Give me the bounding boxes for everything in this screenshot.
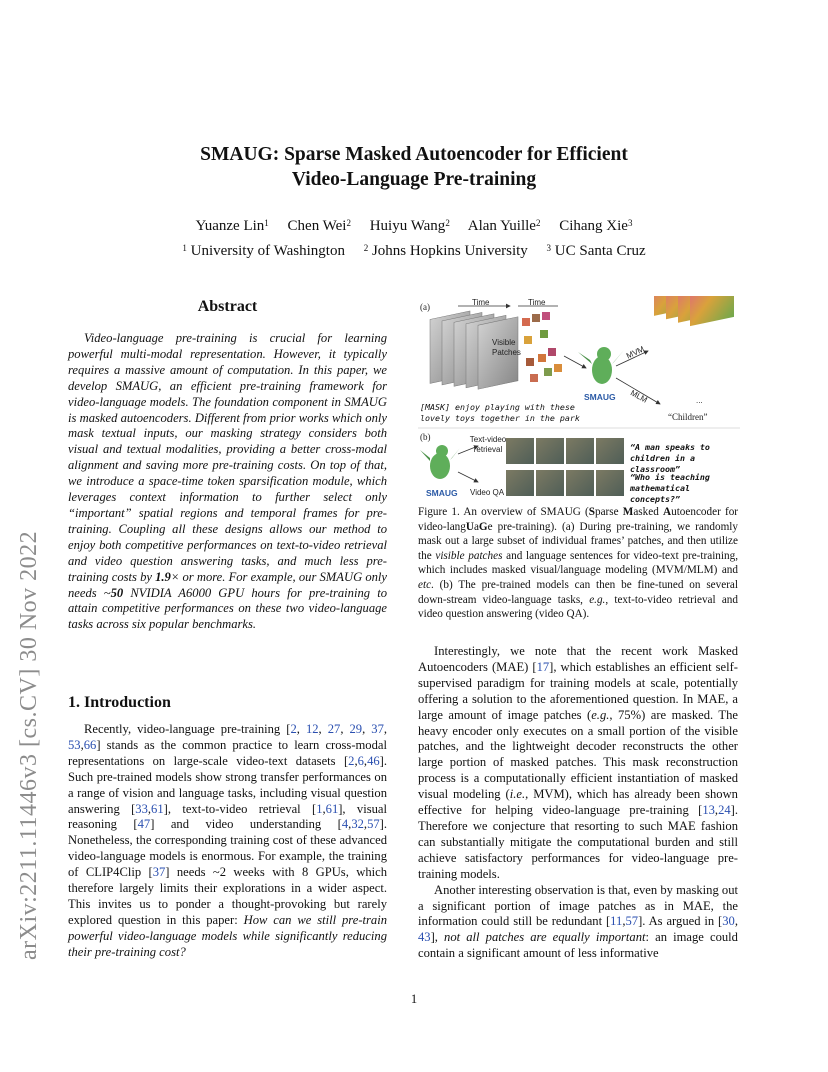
citation-link[interactable]: 57 bbox=[367, 817, 380, 832]
citation-link[interactable]: 29 bbox=[349, 722, 363, 736]
citation-link[interactable]: 57 bbox=[625, 914, 639, 929]
mvm-label: MVM bbox=[624, 344, 646, 361]
author: Cihang Xie$^3$ bbox=[559, 218, 633, 234]
qa-question: “Who is teaching mathematical concepts?” bbox=[630, 472, 710, 504]
citation-link[interactable]: 37 bbox=[371, 722, 384, 736]
citation-link[interactable]: 37 bbox=[152, 865, 166, 880]
qa-video-frames bbox=[506, 470, 624, 496]
masked-sentence: [MASK] enjoy playing with these lovely toys together in the park bbox=[420, 402, 580, 423]
author: Huiyu Wang$^2$ bbox=[369, 218, 450, 234]
citation-link[interactable]: 32 bbox=[351, 817, 364, 832]
citation-link[interactable]: 1 bbox=[316, 801, 323, 816]
body-paragraph: Another interesting observation is that, even by masking out a significant portion of image patches as in MAE, the information could still be redundant [11,57]. As argued in [30, 43], not all patches are equally important: an image could contain a significant amount of less informative bbox=[418, 882, 738, 961]
citation-link[interactable]: 43 bbox=[418, 930, 431, 945]
panel-a-label: (a) bbox=[420, 302, 430, 312]
arxiv-identifier: arXiv:2211.11446v3 [cs.CV] 30 Nov 2022 bbox=[16, 530, 42, 960]
affiliation: $^3$ UC Santa Cruz bbox=[546, 243, 646, 259]
intro-heading: 1. Introduction bbox=[68, 694, 171, 711]
affiliation-list bbox=[0, 243, 828, 260]
citation-link[interactable]: 61 bbox=[151, 801, 164, 816]
time-label: Time bbox=[472, 298, 490, 307]
visible-patches bbox=[522, 312, 562, 382]
citation-link[interactable]: 13 bbox=[702, 803, 715, 818]
text-video-retrieval-label: Text-video retrieval bbox=[469, 435, 507, 454]
citation-link[interactable]: 2 bbox=[290, 722, 297, 736]
citation-link[interactable]: 27 bbox=[327, 722, 341, 736]
figure-caption: Figure 1. An overview of SMAUG (Sparse Masked Autoencoder for video-langUaGe pre-training). (a) During pre-training, we randomly mask out a large subset of individual frames’ patches, and then utilize the visible patches and language sentences for video-text pre-training, which includes masked visual/language modeling (MVM/MLM) and etc. (b) The pre-trained models can then be fine-tuned on several down-stream video-language tasks, e.g., text-to-video retrieval and video question answering (video QA). bbox=[418, 506, 739, 621]
citation-link[interactable]: 4 bbox=[341, 817, 349, 832]
citation-link[interactable]: 30 bbox=[722, 914, 735, 929]
panel-b-label: (b) bbox=[420, 432, 431, 442]
citation-link[interactable]: 33 bbox=[135, 801, 148, 816]
intro-paragraph: Recently, video-language pre-training [2, 12, 27, 29, 37, 53,66] stands as the common practice to learn cross-modal representations on large-scale video-text datasets [2,6,46]. Such pre-trained models show strong transfer performances on a range of vision and language tasks, including visual question answering [33,61], text-to-video retrieval [1,61], visual reasoning [47] and video understanding [4,32,57]. Nonetheless, the corresponding training cost of these advanced video-language models is enormous. For example, the training of CLIP4Clip [37] needs ~2 weeks with 8 GPUs, which therefore largely limits their explorations in a wider aspect. This invites us to ponder a thought-provoking but rarely explored question in this paper: How can we still pre-train powerful video-language models while significantly reducing their pre-training cost? bbox=[68, 722, 388, 959]
video-qa-label: Video QA bbox=[470, 488, 505, 497]
affiliation: $^2$ Johns Hopkins University bbox=[363, 243, 528, 259]
mlm-label: MLM bbox=[628, 388, 649, 405]
abstract-heading: Abstract bbox=[197, 298, 258, 315]
right-column-body bbox=[418, 644, 738, 962]
citation-link[interactable]: 12 bbox=[305, 722, 319, 736]
citation-link[interactable]: 47 bbox=[137, 817, 151, 832]
author: Chen Wei$^2$ bbox=[287, 218, 351, 234]
author: Yuanze Lin$^1$ bbox=[195, 218, 269, 234]
smaug-dragon-icon bbox=[420, 445, 460, 479]
retrieval-query: “A man speaks to children in a classroom” bbox=[630, 442, 710, 474]
abstract-body: Video-language pre-training is crucial for learning powerful multi-modal representation. However, it typically requires a massive amount of computation. In this paper, we develop SMAUG, an efficient pre-training framework for video-language models. The foundation component in SMAUG is masked autoencoders. Different from prior works which only mask textual inputs, our masking strategy considers both visual and textual modalities, providing a better cross-modal alignment and saving more pre-training costs. On top of that, we introduce a space-time token sparsification module, which leverages context information to further select only “important” spatial regions and temporal frames for pre-training. Coupling all these designs allows our method to enjoy both competitive performances on text-to-video retrieval and video question answering tasks, and much less pre-training costs by 1.9× or more. For example, our SMAUG only needs ~50 NVIDIA A6000 GPU hours for pre-training to attain competitive performances on these two video-language tasks across six popular benchmarks. bbox=[68, 331, 388, 632]
citation-link[interactable]: 2 bbox=[348, 753, 355, 768]
figure-1 bbox=[418, 296, 740, 504]
smaug-label: SMAUG bbox=[584, 392, 616, 402]
citation-link[interactable]: 53 bbox=[68, 737, 81, 752]
time-label: Time bbox=[528, 298, 546, 307]
citation-link[interactable]: 66 bbox=[83, 737, 97, 752]
ellipsis-label: ... bbox=[696, 396, 703, 405]
children-label: “Children” bbox=[668, 412, 708, 422]
smaug-label: SMAUG bbox=[426, 488, 458, 498]
affiliation: $^1$ University of Washington bbox=[182, 243, 345, 259]
citation-link[interactable]: 17 bbox=[536, 659, 550, 674]
retrieval-video-frames bbox=[506, 438, 624, 464]
author: Alan Yuille$^2$ bbox=[467, 218, 541, 234]
title-line-2: Video-Language Pre-training bbox=[291, 169, 537, 190]
citation-link[interactable]: 6 bbox=[357, 753, 364, 768]
citation-link[interactable]: 46 bbox=[367, 753, 380, 768]
visible-patches-label: Visible Patches bbox=[492, 338, 521, 357]
title-line-1: SMAUG: Sparse Masked Autoencoder for Efficient bbox=[200, 144, 628, 165]
reconstructed-frames bbox=[654, 296, 734, 326]
citation-link[interactable]: 24 bbox=[718, 803, 731, 818]
intro-body bbox=[68, 722, 387, 961]
citation-link[interactable]: 11 bbox=[610, 914, 623, 929]
citation-link[interactable]: 61 bbox=[325, 801, 339, 816]
body-paragraph: Interestingly, we note that the recent work Masked Autoencoders (MAE) [17], which establishes an efficient self-supervised paradigm for training models at scale, potentially offering a solution to the aforementioned question. In MAE, a large amount of image patches (e.g., 75%) are masked. The heavy encoder only executes on a small portion of the visible patches, and the lightweight decoder reconstructs the other large portion of masked patches. This mask reconstruction process is a computationally efficient instantiation of masked visual modeling (i.e., MVM), which has already been shown effective for helping video-language pre-training [13,24]. Therefore we conjecture that resorting to such MAE fashion can substantially mitigate the computational burden and still achieve satisfactory performances for video-language pre-training models. bbox=[418, 644, 738, 881]
page-number: 1 bbox=[410, 992, 418, 1006]
author-list bbox=[0, 218, 828, 235]
paper-title bbox=[0, 142, 828, 192]
